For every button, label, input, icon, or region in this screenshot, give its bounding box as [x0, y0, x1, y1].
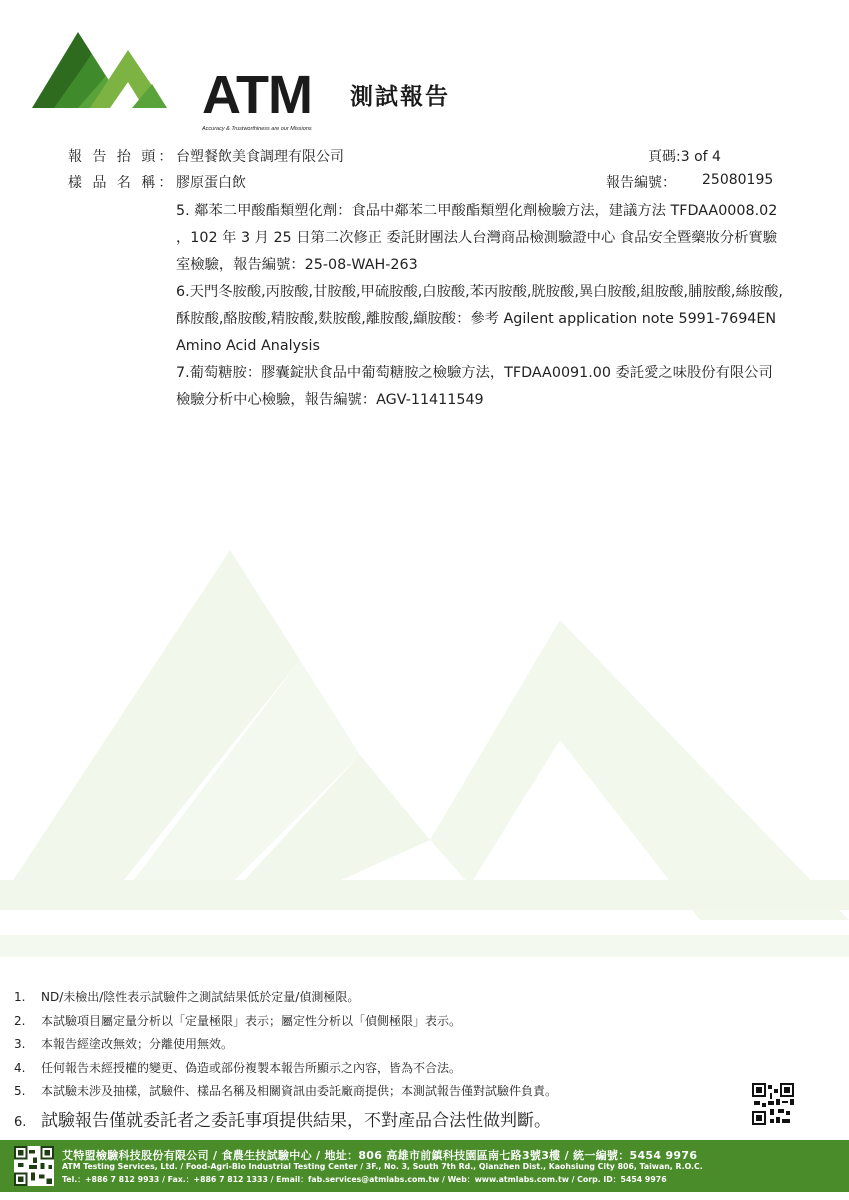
sample-row [0, 172, 849, 192]
watermark-mountain-graphic [0, 540, 849, 980]
note-text: 試驗報告僅就委託者之委託事項提供結果，不對產品合法性做判斷。 [41, 1110, 551, 1131]
note-item [14, 1057, 814, 1081]
atm-logo [32, 28, 312, 132]
sample-label: 樣 品 名 稱： [68, 175, 176, 191]
note-text: 本報告經塗改無效；分離使用無效。 [41, 1037, 234, 1051]
footer-contact: Tel.：+886 7 812 9933 / Fax.：+886 7 812 1333 / Email：fab.services@atmlabs.com.tw / Web：www.atmlabs.com.tw / Corp. ID：5454 9976 [62, 1175, 667, 1184]
client-value: 台塑餐飲美食調理有限公司 [176, 149, 344, 165]
logo-wordmark: ATM [202, 65, 312, 125]
report-number-label: 報告編號： [606, 175, 676, 191]
note-item [14, 1010, 814, 1034]
note-item [14, 1033, 814, 1057]
note-item [14, 1080, 814, 1104]
report-notes [14, 986, 814, 1134]
note-text: 本試驗未涉及抽樣，試驗件、樣品名稱及相關資訊由委託廠商提供；本測試報告僅對試驗件負責。 [41, 1084, 558, 1098]
note-number: 5. [14, 1084, 26, 1098]
client-label: 報 告 抬 頭： [68, 149, 176, 165]
sample-value: 膠原蛋白飲 [176, 175, 246, 191]
note-number: 3. [14, 1037, 26, 1051]
footer-company-zh: 艾特盟檢驗科技股份有限公司 / 食農生技試驗中心 / 地址：806 高雄市前鎮科技園區南七路3號3樓 / 統一編號：5454 9976 [62, 1149, 698, 1162]
method-item: 6.天門冬胺酸,丙胺酸,甘胺酸,甲硫胺酸,白胺酸,苯丙胺酸,胱胺酸,異白胺酸,組胺酸,脯胺酸,絲胺酸,酥胺酸,酪胺酸,精胺酸,麩胺酸,離胺酸,纈胺酸：參考 Agilent application note 5991-7694EN Amino Acid Analysis [176, 284, 783, 354]
note-number: 6. [14, 1114, 27, 1130]
footer-qr-code-icon[interactable] [14, 1146, 54, 1186]
page-title: 測試報告 [350, 84, 450, 110]
note-text: 任何報告未經授權的變更、偽造或部份複製本報告所顯示之內容，皆為不合法。 [41, 1060, 462, 1075]
note-item-emphasis [14, 1104, 814, 1134]
footer-bar [0, 1140, 849, 1192]
test-methods-list [176, 198, 786, 414]
qr-code-icon[interactable] [752, 1083, 794, 1125]
method-item: 7.葡萄糖胺：膠囊錠狀食品中葡萄糖胺之檢驗方法，TFDAA0091.00 委託愛之味股份有限公司 檢驗分析中心檢驗，報告編號：AGV-11411549 [176, 365, 773, 408]
footer-company-en: ATM Testing Services, Ltd. / Food-Agri-Bio Industrial Testing Center / 3F., No. 3, South 7th Rd., Qianzhen Dist., Kaohsiung City 806, Taiwan, R.O.C. [62, 1162, 703, 1171]
note-number: 2. [14, 1013, 26, 1028]
note-text: 本試驗項目屬定量分析以「定量極限」表示；屬定性分析以「偵側極限」表示。 [41, 1013, 462, 1028]
note-text: ND/未檢出/陰性表示試驗件之測試結果低於定量/偵測極限。 [41, 990, 360, 1004]
report-number-value: 25080195 [702, 172, 774, 188]
logo-tagline: Accuracy & Trustworthiness are our Missions [202, 126, 312, 132]
method-item: 5. 鄰苯二甲酸酯類塑化劑：食品中鄰苯二甲酸酯類塑化劑檢驗方法，建議方法 TFDAA0008.02 ，102 年 3 月 25 日第二次修正 委託財團法人台灣商品檢測驗證中心 食品安全暨藥妝分析實驗室檢驗，報告編號：25-08-WAH-263 [176, 203, 778, 273]
note-number: 4. [14, 1060, 26, 1075]
client-row [0, 146, 849, 166]
note-number: 1. [14, 990, 26, 1004]
note-item [14, 986, 814, 1010]
logo-mountain-icon [32, 28, 197, 110]
page-number: 頁碼:3 of 4 [648, 149, 721, 165]
